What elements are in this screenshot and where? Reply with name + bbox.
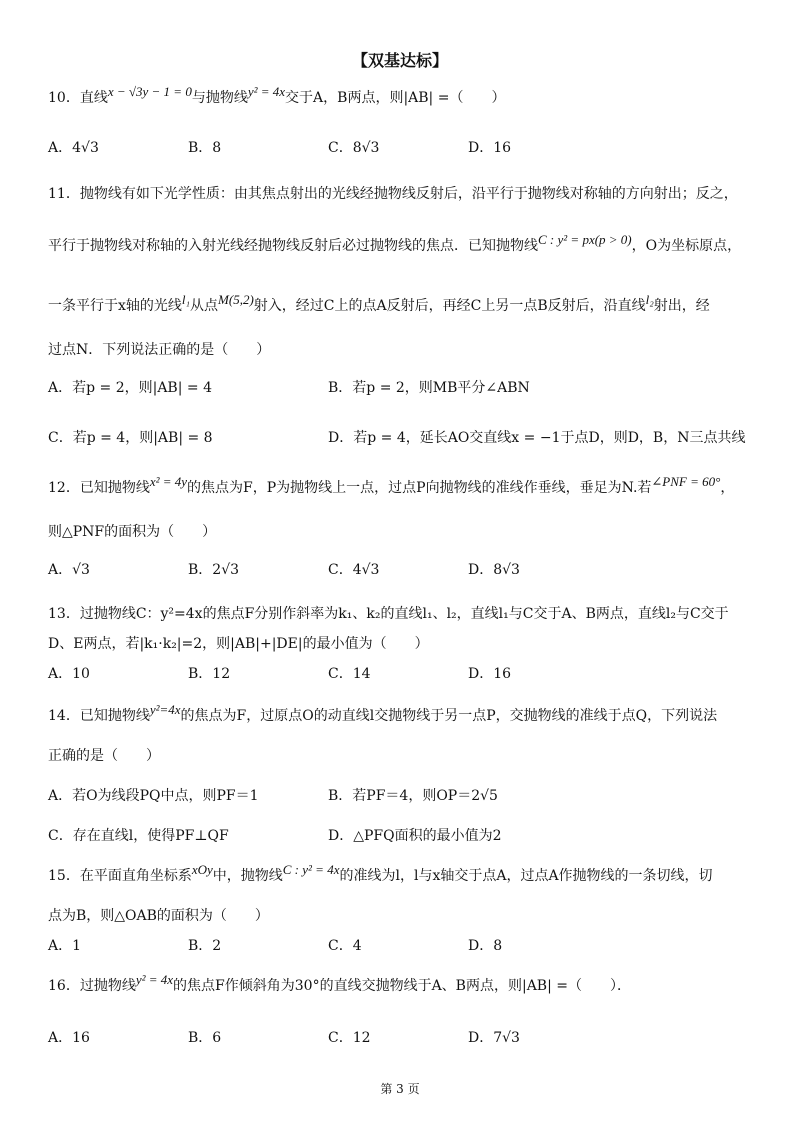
q10-tail: 交于A，B两点，则|AB| =（ ） [285, 90, 506, 106]
q11-line-l2: l₂ [645, 292, 654, 307]
q15-coord-system: xOy [191, 862, 213, 877]
q14-option-c: C．存在直线l，使得PF⊥QF [48, 828, 229, 844]
q15-option-b: B．2 [188, 938, 222, 954]
q11-line-2-tail: ，O为坐标原点， [631, 238, 742, 254]
q10-equation-line: x − √3y − 1 = 0 [107, 84, 192, 99]
q16-option-a: A．16 [48, 1030, 90, 1046]
q13-line-2: D、E两点，若|k₁·k₂|=2，则|AB|+|DE|的最小值为（ ） [48, 636, 429, 652]
q11-parabola-equation: C : y² = px(p > 0) [538, 232, 632, 247]
q13-option-c: C．14 [328, 666, 371, 682]
q12-text-1: 12．已知抛物线 [48, 480, 150, 496]
q11-option-a: A．若p = 2，则|AB| = 4 [48, 380, 212, 396]
q13-option-b: B．12 [188, 666, 231, 682]
q12-option-d: D．8√3 [468, 562, 520, 578]
q11-line-3-from: 从点 [190, 298, 219, 314]
q12-angle: ∠PNF = 60° [651, 474, 721, 489]
q12-text-3: ， [720, 480, 735, 496]
q13-option-d: D．16 [468, 666, 512, 682]
q14-option-d: D．△PFQ面积的最小值为2 [328, 828, 502, 844]
q12-option-a: A．√3 [48, 562, 90, 578]
q14-parabola-equation: y²=4x [149, 702, 181, 717]
q16-option-b: B．6 [188, 1030, 222, 1046]
q11-line-1: 11．抛物线有如下光学性质：由其焦点射出的光线经抛物线反射后，沿平行于抛物线对称轴的方向射出；反之， [48, 186, 738, 202]
q13-option-a: A．10 [48, 666, 90, 682]
q15-line-1 [48, 862, 760, 886]
q15-text-1: 15．在平面直角坐标系 [48, 868, 192, 884]
q15-option-c: C．4 [328, 938, 362, 954]
q16-option-d: D．7√3 [468, 1030, 520, 1046]
section-title: 【双基达标】 [351, 51, 448, 70]
q14-text-2: 的焦点为F，过原点O的动直线l交抛物线于另一点P，交抛物线的准线于点Q，下列说法 [180, 708, 718, 724]
q15-text-3: 的准线为l，l与x轴交于点A，过点A作抛物线的一条切线，切 [339, 868, 713, 884]
q10-option-b: B．8 [188, 140, 222, 156]
q10-option-a: A．4√3 [48, 140, 99, 156]
q11-line-3 [48, 292, 760, 316]
q16-line-1 [48, 972, 760, 996]
q11-line-4: 过点N．下列说法正确的是（ ） [48, 342, 271, 358]
q12-option-b: B．2√3 [188, 562, 240, 578]
q11-option-b: B．若p = 2，则MB平分∠ABN [328, 380, 530, 396]
q15-option-a: A．1 [48, 938, 82, 954]
q15-parabola-equation: C : y² = 4x [282, 862, 340, 877]
q12-option-c: C．4√3 [328, 562, 380, 578]
q15-option-d: D．8 [468, 938, 503, 954]
q12-text-2: 的焦点为F，P为抛物线上一点，过点P向抛物线的准线作垂线，垂足为N.若 [187, 480, 652, 496]
q14-line-2: 正确的是（ ） [48, 748, 160, 764]
q10-mid: 与抛物线 [191, 90, 248, 106]
q10-option-d: D．16 [468, 140, 512, 156]
q16-text-2: 的焦点F作倾斜角为30°的直线交抛物线于A、B两点，则|AB| =（ ）． [173, 978, 631, 994]
q11-option-c: C．若p = 4，则|AB| = 8 [48, 430, 213, 446]
q15-line-2: 点为B，则△OAB的面积为（ ） [48, 908, 269, 924]
q15-text-2: 中，抛物线 [212, 868, 283, 884]
q11-ray-l1: l₁ [181, 292, 191, 307]
q11-line-3-text: 一条平行于x轴的光线 [48, 298, 182, 314]
q11-line-2-text: 平行于抛物线对称轴的入射光线经抛物线反射后必过抛物线的焦点．已知抛物线 [48, 238, 538, 254]
q14-option-a: A．若O为线段PQ中点，则PF＝1 [48, 788, 259, 804]
q11-line-2 [48, 232, 760, 256]
q11-line-3-tail: 射出，经 [653, 298, 710, 314]
q10-equation-parabola: y² = 4x [247, 84, 286, 99]
q12-line-1 [48, 474, 760, 498]
q11-point-m: M(5,2) [218, 292, 254, 307]
q10-option-c: C．8√3 [328, 140, 380, 156]
q14-line-1 [48, 702, 760, 726]
q13-line-1: 13．过抛物线C：y²=4x的焦点F分别作斜率为k₁、k₂的直线l₁、l₂，直线l₁与C交于A、B两点，直线l₂与C交于 [48, 606, 729, 622]
q16-option-c: C．12 [328, 1030, 371, 1046]
page-number: 第 3 页 [380, 1082, 420, 1096]
q16-parabola-equation: y² = 4x [135, 972, 174, 987]
q12-parabola-equation: x² = 4y [149, 474, 188, 489]
q10-prefix: 10．直线 [48, 90, 108, 106]
q14-text-1: 14．已知抛物线 [48, 708, 150, 724]
q16-text-1: 16．过抛物线 [48, 978, 136, 994]
q10-stem [48, 84, 760, 108]
q11-line-3-mid: 射入，经过C上的点A反射后，再经C上另一点B反射后，沿直线 [253, 298, 646, 314]
q11-option-d: D．若p = 4，延长AO交直线x = −1于点D，则D，B，N三点共线 [328, 430, 746, 446]
q12-line-2: 则△PNF的面积为（ ） [48, 524, 217, 540]
q14-option-b: B．若PF＝4，则OP＝2√5 [328, 788, 498, 804]
